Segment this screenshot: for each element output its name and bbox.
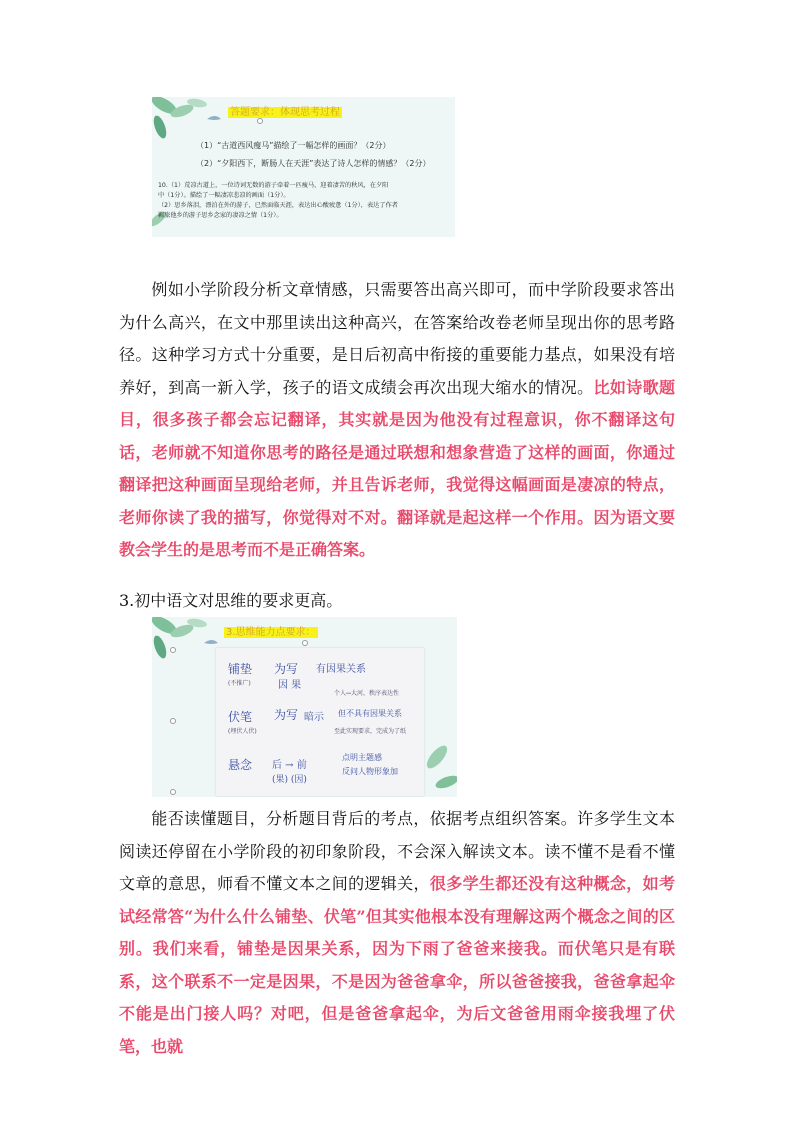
hw-text: 个人↔大河，秩序表达性 [334,690,400,697]
slide-image-answer-requirements [152,97,455,237]
hw-text: (果) (因) [272,775,307,785]
hw-text: (埋伏人伏) [228,728,257,735]
resize-handle-icon [170,718,176,724]
hw-text: 铺垫 [228,662,253,676]
section-heading: 3.初中语文对思维的要求更高。 [119,591,343,610]
hw-text: 有因果关系 [316,664,366,675]
slide-title: 答题要求：体现思考过程 [230,107,340,118]
paragraph-1 [119,274,675,567]
answer-line: 羁旅他乡的游子思乡念家的凄凉之情（1分）。 [158,212,283,219]
hw-text: 悬念 [228,758,253,772]
question-1: （1）“古道西风瘦马”描绘了一幅怎样的画面？（2分） [196,141,391,150]
hw-text: 暗示 [304,712,324,723]
hw-text: 因 果 [278,680,302,691]
resize-handle-icon [170,647,176,653]
answer-line: 中（1分）。描绘了一幅凄凉悲凉的画面（1分）。 [158,192,290,199]
paragraph-2-normal: 能否读懂题目，分析题目背后的考点，依据考点组织答案。许多学生文本阅读还停留在小学阶段的初印象阶段，不会深入解读文本。读不懂不是看不懂文章的意思，师看不懂文本之间的逻辑关， [119,809,675,893]
answer-line: （2）思乡落泪，漂泊在外的游子，已然面临天涯，表达出心酸疲惫（1分），表达了作者 [158,202,398,209]
hw-text: 但不具有因果关系 [338,709,402,718]
hw-text: 为写 [274,708,299,722]
rotate-handle-icon [257,118,263,124]
handwritten-notes-photo [216,648,424,796]
answer-block [158,181,448,221]
slide-title: 3.思维能力点要求： [226,627,316,638]
answer-line: 10.（1）荒凉古道上，一位诗词无数的游子牵着一匹瘦马，迎着凄苦的秋风，在夕阳 [158,182,389,189]
hw-text: 为写 [274,662,299,676]
rotate-handle-icon [302,640,308,646]
hw-text: 后 → 前 [272,760,307,771]
hw-text: (不推广) [228,680,251,687]
slide-image-thinking-requirements [152,617,457,797]
paragraph-2 [119,803,675,1063]
paragraph-1-normal: 例如小学阶段分析文章情感，只需要答出高兴即可，而中学阶段要求答出为什么高兴，在文中那里读出这种高兴，在答案给改卷老师呈现出你的思考路径。这种学习方式十分重要，是日后初高中衔接的重要能力基点，如果没有培养好，到高一新入学，孩子的语文成绩会再次出现大缩水的情况。 [119,280,675,397]
hw-text: 伏笔 [228,710,253,724]
hw-text: 反问人物形象加 [342,767,398,776]
hw-text: 点明主题感 [342,753,382,762]
resize-handle-icon [170,789,176,795]
hw-text: 至此实现要求，完成为了纸 [334,728,407,735]
paragraph-2-emphasis: 很多学生都还没有这种概念，如考试经常答“为什么什么铺垫、伏笔”但其实他根本没有理解这两个概念之间的区别。我们来看，铺垫是因果关系，因为下雨了爸爸来接我。而伏笔只是有联系，这个联系不一定是因果，不是因为爸爸拿伞，所以爸爸接我，爸爸拿起伞不能是出门接人吗？对吧，但是爸爸拿起伞，为后文爸爸用雨伞接我埋了伏笔，也就 [119,874,675,1056]
question-2: （2）“夕阳西下，断肠人在天涯”表达了诗人怎样的情感？（2分） [196,159,431,168]
paragraph-1-emphasis: 比如诗歌题目，很多孩子都会忘记翻译，其实就是因为他没有过程意识，你不翻译这句话，老师就不知道你思考的路径是通过联想和想象营造了这样的画面，你通过翻译把这种画面呈现给老师，并且告诉老师，我觉得这幅画面是凄凉的特点，老师你读了我的描写，你觉得对不对。翻译就是起这样一个作用。因为语文要教会学生的是思考而不是正确答案。 [119,377,675,559]
